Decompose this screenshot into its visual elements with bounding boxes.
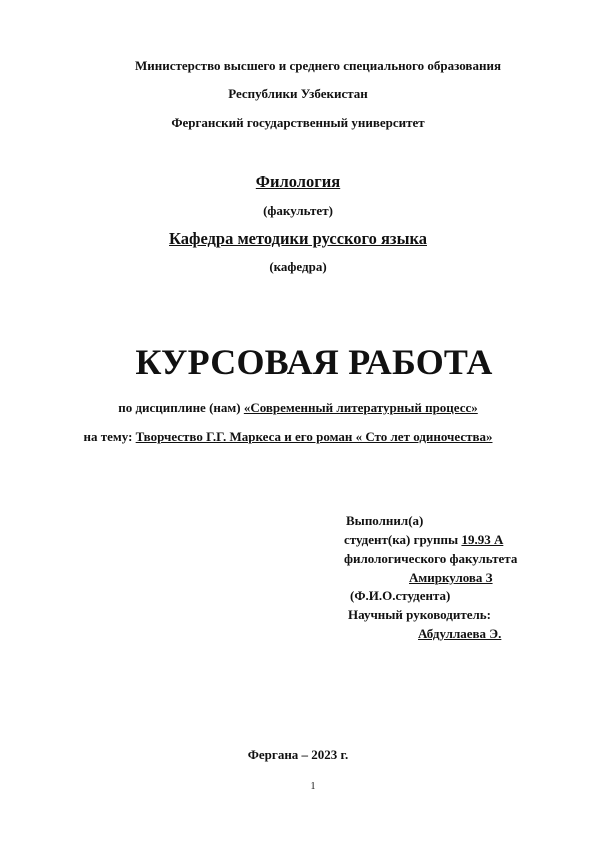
ministry-heading: Министерство высшего и среднего специального образования [135, 58, 501, 73]
fio-caption: (Ф.И.О.студента) [350, 588, 451, 603]
department-name: Кафедра методики русского языка [169, 229, 427, 248]
group-number: 19.93 А [461, 532, 504, 547]
student-group-prefix: студент(ка) группы [344, 532, 462, 547]
completed-by-label: Выполнил(а) [346, 513, 424, 528]
discipline-prefix: по дисциплине (нам) [118, 400, 244, 415]
republic-heading: Республики Узбекистан [228, 86, 368, 101]
faculty-line: филологического факультета [344, 551, 518, 566]
page-number: 1 [310, 781, 316, 792]
faculty-name: Филология [255, 172, 341, 191]
supervisor-name-text: Абдуллаева Э. [418, 626, 502, 641]
department-caption: (кафедра) [269, 259, 327, 274]
student-name [347, 570, 509, 586]
topic-name: Творчество Г.Г. Маркеса и его роман « Сто лет одиночества» [135, 429, 493, 444]
student-name-text: Амиркулова З [409, 570, 493, 585]
discipline-name: «Современный литературный процесс» [243, 400, 478, 415]
university-heading: Ферганский государственный университет [171, 115, 425, 130]
topic-line [0, 429, 586, 445]
faculty-caption: (факультет) [263, 203, 333, 218]
work-title: КУРСОВАЯ РАБОТА [135, 342, 493, 382]
city-year: Фергана – 2023 г. [247, 747, 349, 762]
student-group-line [344, 532, 503, 548]
supervisor-label: Научный руководитель: [348, 607, 491, 622]
topic-prefix: на тему: [83, 429, 136, 444]
discipline-line [0, 400, 596, 416]
supervisor-name [352, 626, 501, 642]
